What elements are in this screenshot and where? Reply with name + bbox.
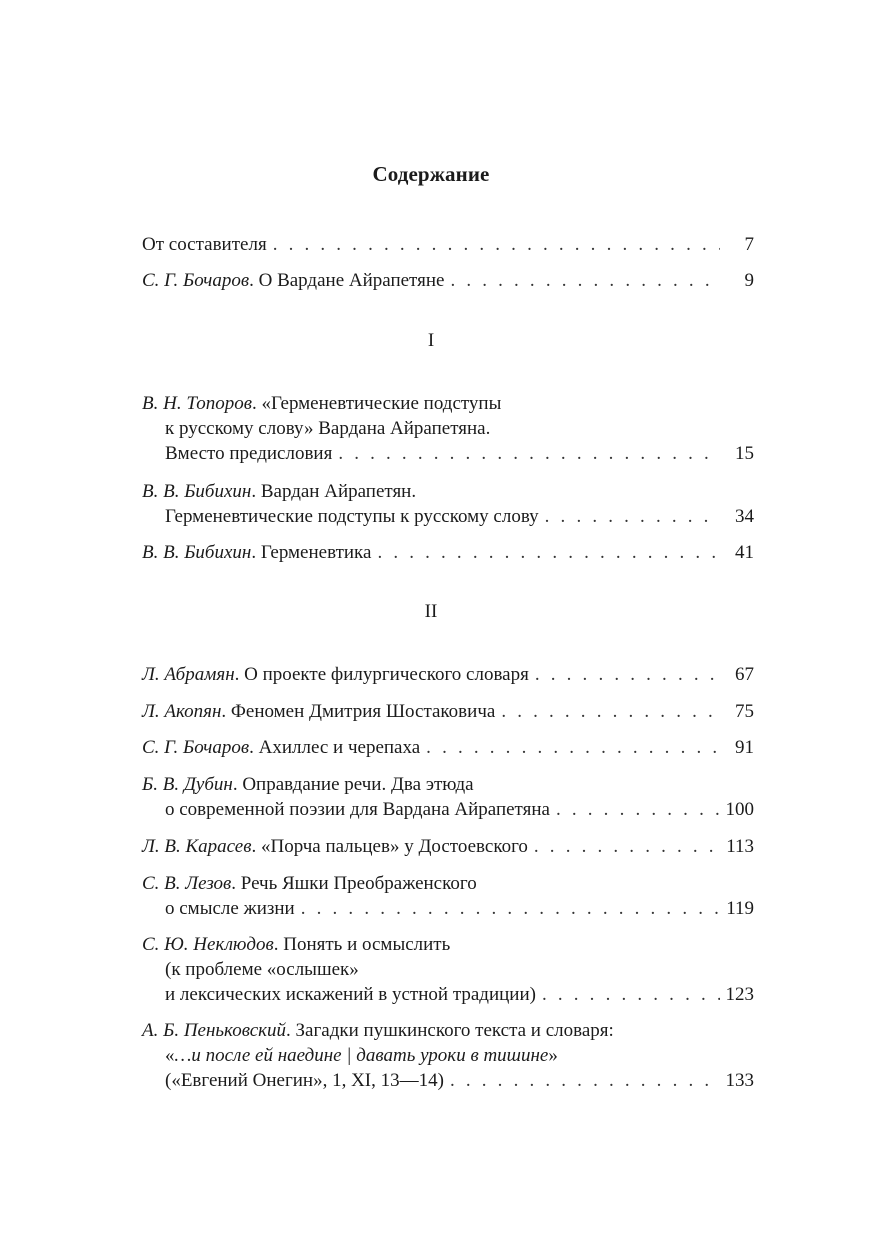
entry-title: (к проблеме «ослышек» bbox=[165, 959, 359, 980]
entry-line bbox=[142, 540, 754, 565]
entry-author: Л. Акопян bbox=[142, 701, 222, 722]
toc-entry[interactable] bbox=[142, 932, 754, 1007]
toc-entry[interactable] bbox=[142, 871, 754, 921]
page-number: 123 bbox=[725, 984, 754, 1005]
toc-entry[interactable] bbox=[142, 268, 754, 293]
entry-title: . Вардан Айрапетян. bbox=[251, 481, 417, 502]
entry-title: . Ахиллес и черепаха bbox=[249, 737, 421, 758]
entry-title: . «Герменевтические подступы bbox=[251, 393, 502, 414]
page-number: 9 bbox=[744, 270, 754, 291]
page-number: 67 bbox=[735, 664, 754, 685]
page-number: 100 bbox=[725, 799, 754, 820]
toc-entry[interactable] bbox=[142, 540, 754, 565]
toc-entry[interactable] bbox=[142, 232, 754, 257]
entry-author: Б. В. Дубин bbox=[142, 774, 233, 795]
page-number: 133 bbox=[725, 1070, 754, 1091]
page-number: 113 bbox=[726, 836, 754, 857]
entry-quote-line: «…и после ей наедине | давать уроки в тишине» bbox=[165, 1045, 558, 1066]
entry-author: Л. В. Карасев bbox=[142, 836, 252, 857]
dot-leader bbox=[534, 834, 720, 859]
entry-author: С. Г. Бочаров bbox=[142, 270, 250, 291]
entry-title: . Речь Яшки Преображенского bbox=[231, 873, 477, 894]
entry-title: . Феномен Дмитрия Шостаковича bbox=[221, 701, 496, 722]
entry-line bbox=[142, 441, 754, 466]
dot-leader bbox=[556, 797, 720, 822]
section-heading: I bbox=[427, 330, 435, 351]
entry-author: С. Г. Бочаров bbox=[142, 737, 250, 758]
entry-line bbox=[142, 504, 754, 529]
entry-title: . О Вардане Айрапетяне bbox=[249, 270, 445, 291]
dot-leader bbox=[450, 268, 720, 293]
entry-author: В. В. Бибихин bbox=[142, 542, 252, 563]
page-number: 34 bbox=[735, 506, 754, 527]
entry-author: Л. Абрамян bbox=[142, 664, 235, 685]
page-number: 41 bbox=[735, 542, 754, 563]
dot-leader bbox=[501, 699, 720, 724]
dot-leader bbox=[542, 982, 720, 1007]
entry-line bbox=[142, 834, 754, 859]
toc-entry[interactable] bbox=[142, 735, 754, 760]
entry-line bbox=[142, 662, 754, 687]
page-number: 119 bbox=[726, 898, 754, 919]
page-title: Содержание bbox=[372, 162, 490, 186]
entry-title: . Понять и осмыслить bbox=[273, 934, 451, 955]
page-number: 15 bbox=[735, 443, 754, 464]
entry-author: В. Н. Топоров bbox=[142, 393, 252, 414]
entry-line bbox=[142, 982, 754, 1007]
toc-entry[interactable] bbox=[142, 479, 754, 529]
entry-title: . «Порча пальцев» у Достоевского bbox=[251, 836, 528, 857]
dot-leader bbox=[535, 662, 720, 687]
entry-title: . О проекте филургического словаря bbox=[234, 664, 529, 685]
page-number: 75 bbox=[735, 701, 754, 722]
toc-entry[interactable] bbox=[142, 699, 754, 724]
entry-title: . Оправдание речи. Два этюда bbox=[232, 774, 474, 795]
entry-line bbox=[142, 896, 754, 921]
dot-leader bbox=[450, 1068, 720, 1093]
entry-line bbox=[142, 268, 754, 293]
quoted-verse: …и после ей наедине | давать уроки в тишине bbox=[174, 1045, 549, 1066]
entry-title: Герменевтические подступы к русскому слову bbox=[165, 506, 539, 527]
entry-line bbox=[142, 699, 754, 724]
toc-entry[interactable] bbox=[142, 391, 754, 466]
dot-leader bbox=[426, 735, 720, 760]
dot-leader bbox=[338, 441, 720, 466]
entry-author: А. Б. Пеньковский bbox=[142, 1020, 287, 1041]
entry-title: и лексических искажений в устной традиции) bbox=[165, 984, 536, 1005]
entry-author: С. В. Лезов bbox=[142, 873, 232, 894]
entry-line bbox=[142, 735, 754, 760]
toc-entry[interactable] bbox=[142, 1018, 754, 1093]
entry-title: Вместо предисловия bbox=[165, 443, 333, 464]
entry-line bbox=[142, 797, 754, 822]
page-number: 91 bbox=[735, 737, 754, 758]
dot-leader bbox=[377, 540, 720, 565]
entry-title: . Герменевтика bbox=[251, 542, 372, 563]
entry-title: («Евгений Онегин», 1, XI, 13—14) bbox=[165, 1070, 444, 1091]
toc-entry[interactable] bbox=[142, 834, 754, 859]
entry-title: о смысле жизни bbox=[165, 898, 295, 919]
entry-title: к русскому слову» Вардана Айрапетяна. bbox=[165, 418, 491, 439]
entry-title: о современной поэзии для Вардана Айрапетяна bbox=[165, 799, 550, 820]
toc-entry[interactable] bbox=[142, 772, 754, 822]
entry-title: От составителя bbox=[142, 234, 267, 255]
entry-author: С. Ю. Неклюдов bbox=[142, 934, 274, 955]
entry-author: В. В. Бибихин bbox=[142, 481, 252, 502]
dot-leader bbox=[301, 896, 720, 921]
entry-title: . Загадки пушкинского текста и словаря: bbox=[286, 1020, 614, 1041]
section-heading: II bbox=[424, 601, 438, 622]
entry-line bbox=[142, 232, 754, 257]
toc-entry[interactable] bbox=[142, 662, 754, 687]
page-number: 7 bbox=[744, 234, 754, 255]
entry-line bbox=[142, 1068, 754, 1093]
dot-leader bbox=[545, 504, 720, 529]
dot-leader bbox=[273, 232, 720, 257]
